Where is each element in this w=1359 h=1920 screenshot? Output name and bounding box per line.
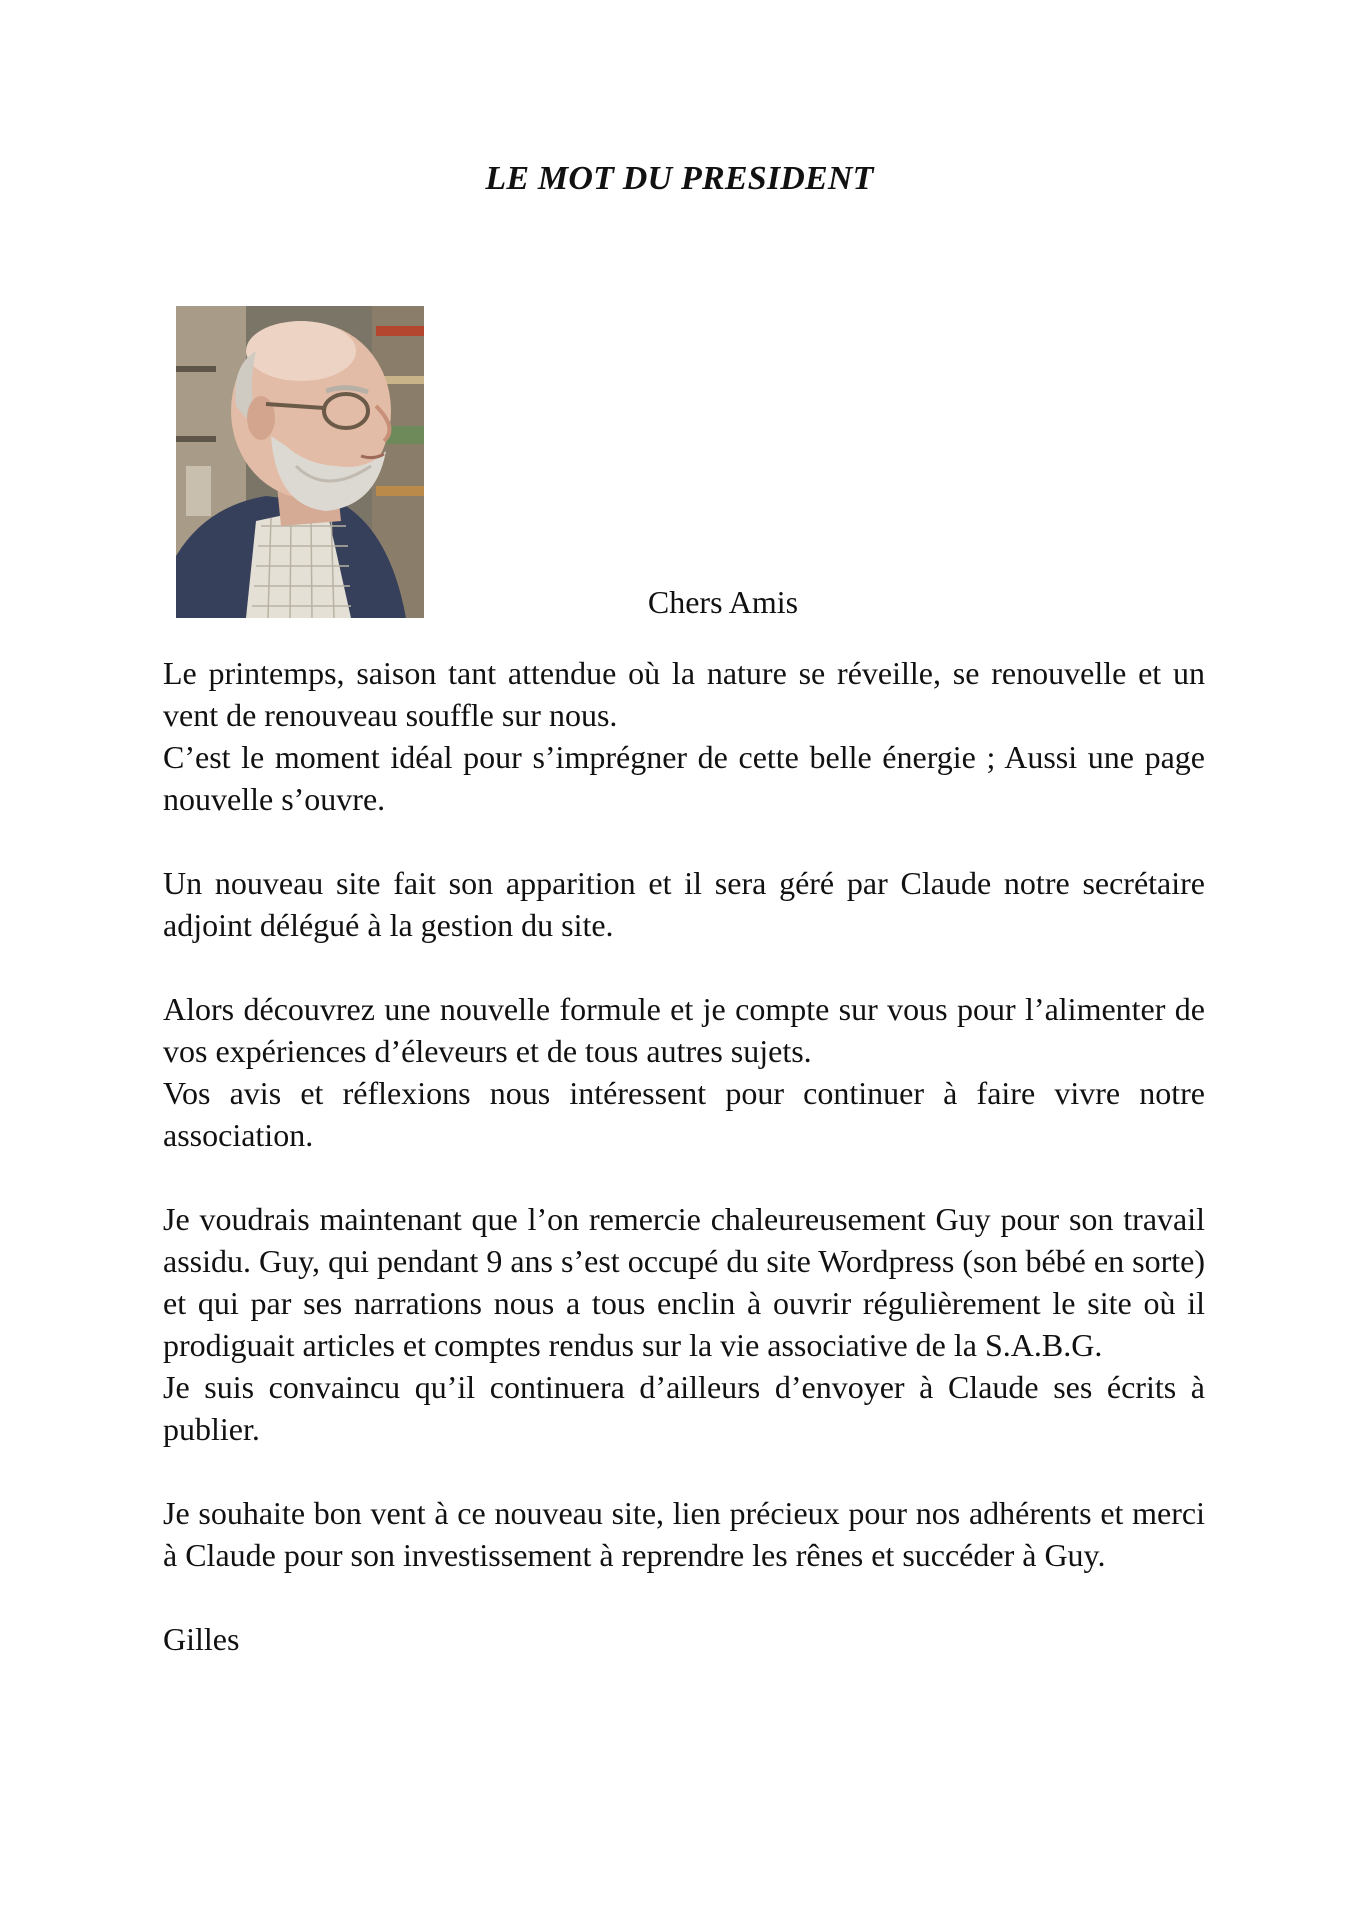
paragraph-5 xyxy=(163,1492,1205,1576)
paragraph-line: Je suis convaincu qu’il continuera d’ailleurs d’envoyer à Claude ses écrits à publier. xyxy=(163,1369,1205,1447)
paragraph-2 xyxy=(163,862,1205,946)
paragraph-1 xyxy=(163,652,1205,820)
paragraph-line: Alors découvrez une nouvelle formule et je compte sur vous pour l’alimenter de vos expériences d’éleveurs et de tous autres sujets. xyxy=(163,991,1205,1069)
president-photo xyxy=(176,306,424,618)
paragraph-line: Un nouveau site fait son apparition et il sera géré par Claude notre secrétaire adjoint délégué à la gestion du site. xyxy=(163,865,1205,943)
paragraph-3 xyxy=(163,988,1205,1156)
paragraph-line: C’est le moment idéal pour s’imprégner de cette belle énergie ; Aussi une page nouvelle s’ouvre. xyxy=(163,739,1205,817)
paragraph-4 xyxy=(163,1198,1205,1450)
portrait-image xyxy=(176,306,424,618)
paragraph-line: Je voudrais maintenant que l’on remercie chaleureusement Guy pour son travail assidu. Guy, qui pendant 9 ans s’est occupé du site Wordpress (son bébé en sorte) et qui par ses narrations nous a tous enclin à ouvrir régulièrement le site où il prodiguait articles et comptes rendus sur la vie associative de la S.A.B.G. xyxy=(163,1201,1205,1363)
paragraph-line: Je souhaite bon vent à ce nouveau site, lien précieux pour nos adhérents et merci à Claude pour son investissement à reprendre les rênes et succéder à Guy. xyxy=(163,1495,1205,1573)
letter-body xyxy=(163,652,1205,1660)
salutation: Chers Amis xyxy=(647,584,799,620)
paragraph-line: Le printemps, saison tant attendue où la nature se réveille, se renouvelle et un vent de renouveau souffle sur nous. xyxy=(163,655,1205,733)
signature: Gilles xyxy=(163,1621,240,1657)
paragraph-line: Vos avis et réflexions nous intéressent pour continuer à faire vivre notre association. xyxy=(163,1075,1205,1153)
page-title: LE MOT DU PRESIDENT xyxy=(485,160,874,197)
